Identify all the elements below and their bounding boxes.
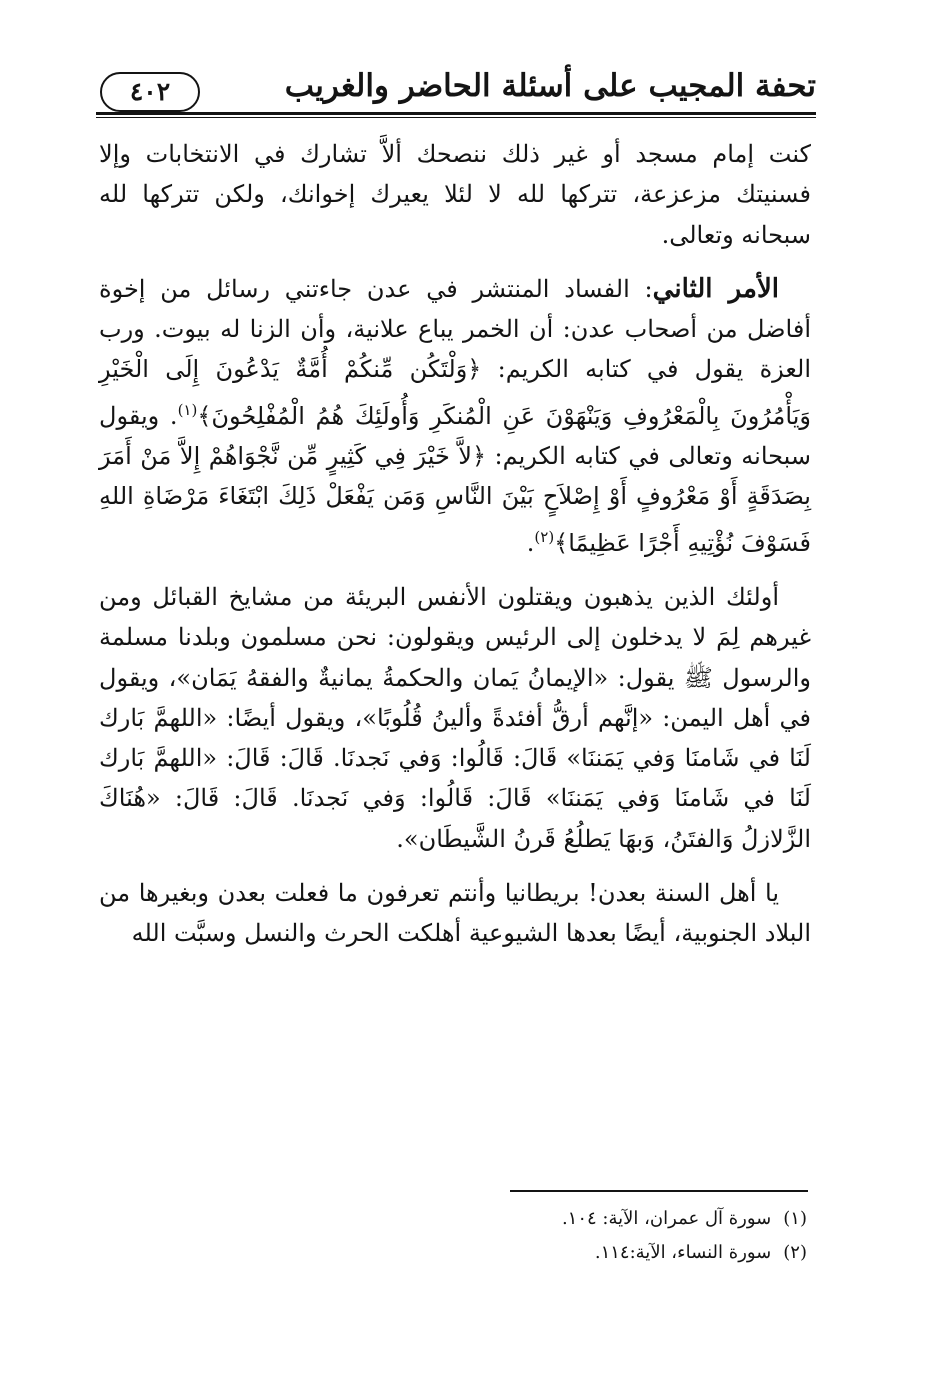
footnote-1-text: سورة آل عمران، الآية: ١٠٤. bbox=[561, 1208, 772, 1229]
footnote-separator bbox=[510, 1190, 808, 1192]
paragraph-1-text: كنت إمام مسجد أو غير ذلك ننصحك ألاَّ تشارك في الانتخابات وإلا فسنيتك مزعزعة، تتركها لله لا لئلا يعيرك إخوانك، ولكن تتركها لله سبحانه وتعالى. bbox=[99, 140, 811, 249]
paragraph-3 bbox=[99, 577, 811, 859]
footnote-1-number: (١) bbox=[783, 1208, 807, 1229]
paragraph-4 bbox=[99, 873, 811, 954]
footnote-ref-2: (٢) bbox=[534, 527, 555, 546]
footnote-2-text: سورة النساء، الآية:١١٤. bbox=[594, 1242, 772, 1263]
paragraph-2-text-b: . ويقول سبحانه وتعالى في كتابه الكريم: bbox=[99, 401, 812, 471]
footnote-2-number: (٢) bbox=[783, 1242, 807, 1263]
paragraph-4-text: يا أهل السنة بعدن! بريطانيا وأنتم تعرفون ما فعلت بعدن وبغيرها من البلاد الجنوبية، أيضًا بعدها الشيوعية أهلكت الحرث والنسل وسبَّت الله bbox=[99, 879, 811, 948]
main-text bbox=[99, 134, 811, 954]
quran-verse-1: ﴿وَلْتَكُن مِّنكُمْ أُمَّةٌ يَدْعُونَ إِلَى الْخَيْرِ وَيَأْمُرُونَ بِالْمَعْرُوفِ وَيَنْهَوْنَ عَنِ الْمُنكَرِ وَأُولَئِكَ هُمُ الْمُفْلِحُونَ﴾ bbox=[99, 355, 811, 430]
footnote-2 bbox=[307, 1236, 807, 1270]
page-header bbox=[96, 66, 816, 116]
paragraph-2-text-a: : الفساد المنتشر في عدن جاءتني رسائل من إخوة أفاضل من أصحاب عدن: أن الخمر يباع علانية، وأن الزنا له بيوت. ورب العزة يقول في كتابه الكريم: bbox=[99, 274, 811, 384]
header-rule-thin bbox=[96, 117, 816, 118]
quran-verse-2: ﴿لاَّ خَيْرَ فِي كَثِيرٍ مِّن نَّجْوَاهُمْ إِلاَّ مَنْ أَمَرَ بِصَدَقَةٍ أَوْ مَعْرُوفٍ أَوْ إِصْلاَحٍ بَيْنَ النَّاسِ وَمَن يَفْعَلْ ذَلِكَ ابْتَغَاءَ مَرْضَاةِ اللهِ فَسَوْفَ نُؤْتِيهِ أَجْرًا عَظِيمًا﴾ bbox=[99, 442, 811, 557]
header-rule bbox=[96, 112, 816, 115]
paragraph-3-text: أولئك الذين يذهبون ويقتلون الأنفس البريئة من مشايخ القبائل ومن غيرهم لِمَ لا يدخلون إلى الرئيس ويقولون: نحن مسلمون وبلدنا مسلمة والرسول ﷺ يقول: «الإيمانُ يَمان والحكمةُ يمانيةٌ والفقهُ يَمَان»، ويقول في أهل اليمن: «إنَّهم أرقُّ أفئدةً وألينُ قُلُوبًا»، ويقول أيضًا: «اللهمَّ بَارك لَنَا في شَامنَا وَفي يَمَننَا» قَالَ: قَالُوا: وَفي نَجدنَا. قَالَ: قَالَ: «اللهمَّ بَارك لَنَا في شَامنَا وَفي يَمَننَا» قَالَ: قَالُوا: وَفي نَجدنَا. قَالَ: قَالَ: «هُنَاكَ الزَّلازلُ وَالفتَنُ، وَبهَا يَطلُعُ قَرنُ الشَّيطَان». bbox=[99, 582, 811, 853]
page-number-badge: ٤٠٢ bbox=[100, 72, 200, 112]
footnote-1 bbox=[307, 1202, 807, 1236]
paragraph-1 bbox=[99, 134, 811, 255]
paragraph-2-lead: الأمر الثاني bbox=[652, 273, 779, 304]
footnotes bbox=[307, 1202, 807, 1270]
running-title: تحفة المجيب على أسئلة الحاضر والغريب bbox=[284, 68, 816, 104]
paragraph-2-end: . bbox=[526, 528, 535, 557]
paragraph-2 bbox=[99, 269, 811, 563]
footnote-ref-1: (١) bbox=[177, 400, 198, 419]
